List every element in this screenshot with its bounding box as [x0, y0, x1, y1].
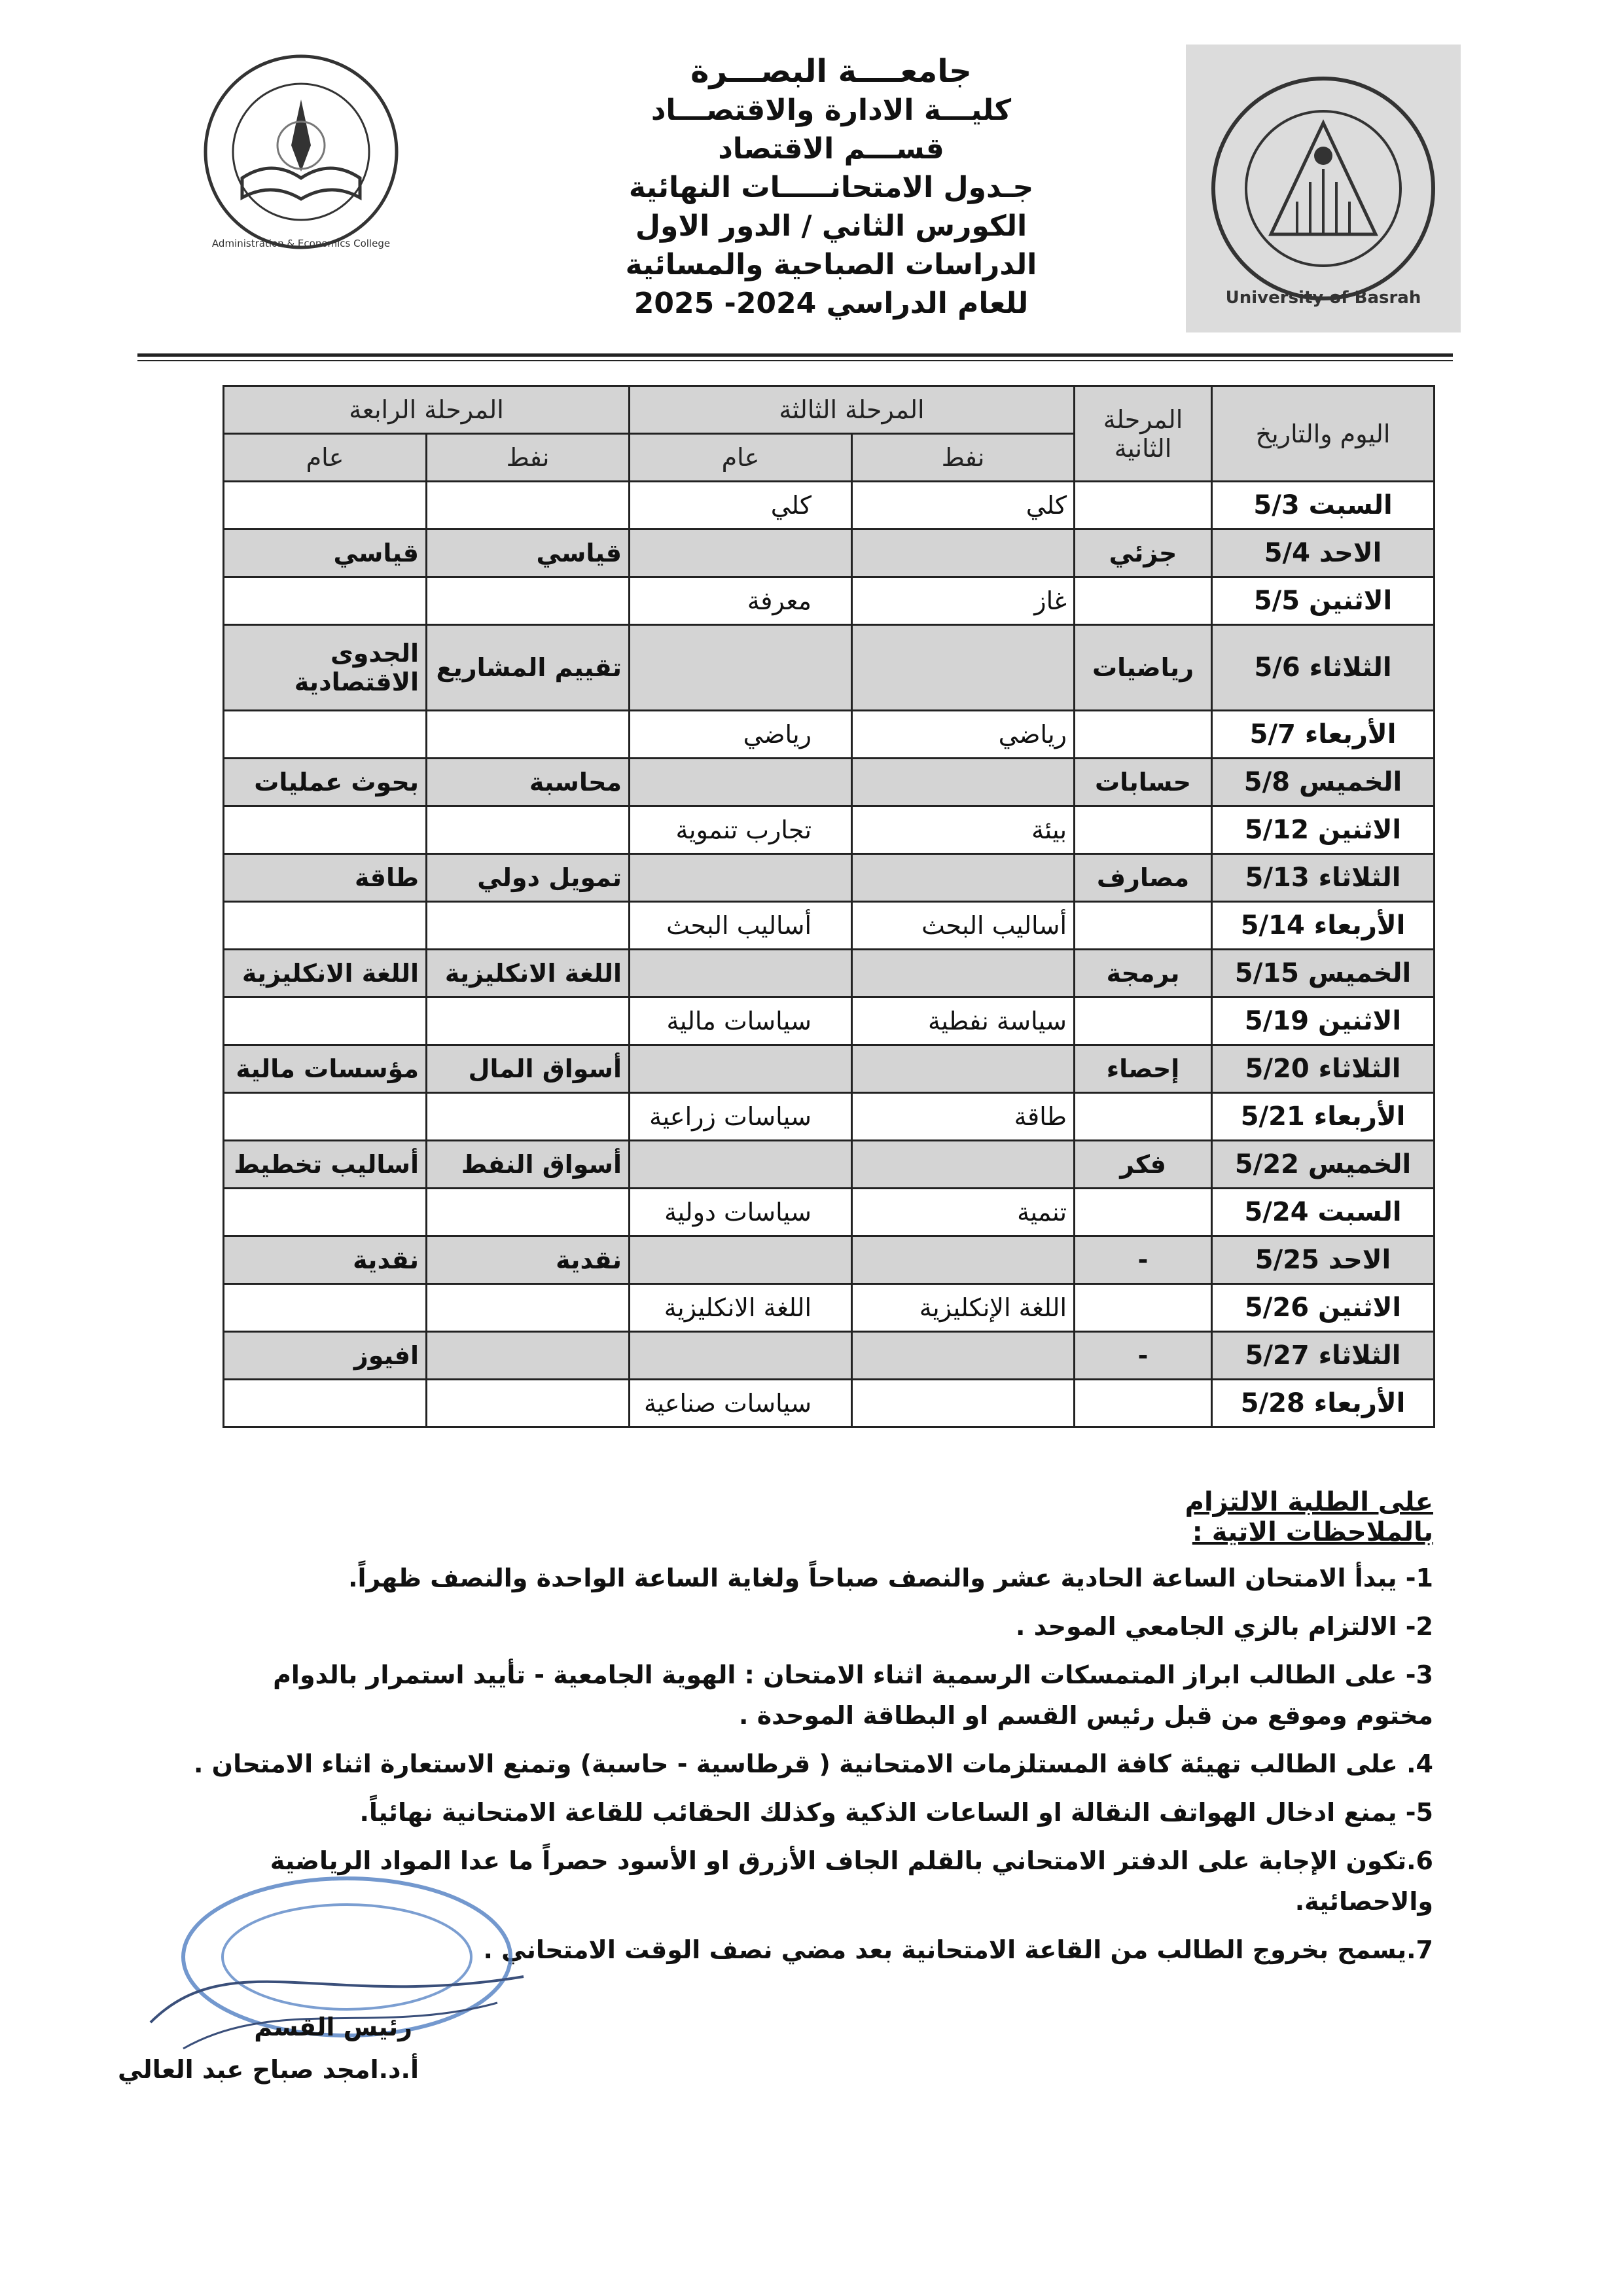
stage2-cell: [1075, 711, 1212, 759]
note-item: 5- يمنع ادخال الهواتف النقالة او الساعات الذكية وكذلك الحقائب للقاعة الامتحانية نهائياً.: [359, 1798, 1433, 1827]
stage4-oil-cell: نقدية: [427, 1236, 630, 1284]
stage3-oil-cell: [852, 1141, 1075, 1189]
stage4-general-cell: الجدوى الاقتصادية: [224, 625, 427, 711]
day-cell: السبت 5/24: [1212, 1189, 1435, 1236]
signature-title: رئيس القسم: [254, 2013, 412, 2041]
table-row: [224, 1189, 1435, 1236]
table-row: [224, 854, 1435, 902]
stage3-oil-cell: تنمية: [852, 1189, 1075, 1236]
stage2-cell: رياضيات: [1075, 625, 1212, 711]
exam-schedule-table: [223, 385, 1435, 1428]
header-day: اليوم والتاريخ: [1212, 386, 1435, 482]
university-seal-text: University of Basrah: [1225, 288, 1421, 308]
signature-name: أ.د.امجد صباح عبد العالي: [117, 2055, 419, 2084]
table-row: [224, 1093, 1435, 1141]
stage3-general-cell: سياسات زراعية: [630, 1093, 852, 1141]
stage4-general-cell: [224, 997, 427, 1045]
day-cell: الخميس 5/15: [1212, 950, 1435, 997]
stage3-oil-cell: كلي: [852, 482, 1075, 529]
stage4-oil-cell: [427, 997, 630, 1045]
stage3-general-cell: تجارب تنموية: [630, 806, 852, 854]
stage4-oil-cell: تمويل دولي: [427, 854, 630, 902]
day-cell: الاثنين 5/5: [1212, 577, 1435, 625]
stage2-cell: [1075, 806, 1212, 854]
note-item: 3- على الطالب ابراز المتمسكات الرسمية اثناء الامتحان : الهوية الجامعية - تأييد استمرار بالدوام مختوم وموقع من قبل رئيس القسم او البطاقة الموحدة .: [273, 1660, 1433, 1730]
day-cell: الأربعاء 5/14: [1212, 902, 1435, 950]
stage3-general-cell: [630, 1236, 852, 1284]
header-divider: [137, 353, 1453, 357]
stage3-general-cell: [630, 529, 852, 577]
stage4-oil-cell: أسواق النفط: [427, 1141, 630, 1189]
stage3-oil-cell: [852, 625, 1075, 711]
table-row: [224, 482, 1435, 529]
stage4-oil-cell: قياسي: [427, 529, 630, 577]
stage3-oil-cell: سياسة نفطية: [852, 997, 1075, 1045]
stage4-general-cell: قياسي: [224, 529, 427, 577]
stage4-oil-cell: [427, 902, 630, 950]
stage3-oil-cell: اللغة الإنكليزية: [852, 1284, 1075, 1332]
header-stage3: المرحلة الثالثة: [630, 386, 1075, 434]
college-seal-text: Administration & Economics College: [211, 238, 391, 249]
stage3-oil-cell: غاز: [852, 577, 1075, 625]
stage3-general-cell: [630, 1045, 852, 1093]
university-logo: [1186, 45, 1461, 332]
stage4-oil-cell: [427, 577, 630, 625]
day-cell: الثلاثاء 5/13: [1212, 854, 1435, 902]
stage4-general-cell: أساليب تخطيط: [224, 1141, 427, 1189]
stage2-cell: [1075, 902, 1212, 950]
stage3-general-cell: معرفة: [630, 577, 852, 625]
notes-title: على الطلبة الالتزام بالملاحظات الاتية :: [1185, 1487, 1433, 1547]
stage2-cell: [1075, 577, 1212, 625]
stage4-general-cell: [224, 1284, 427, 1332]
stage3-oil-cell: [852, 529, 1075, 577]
college-seal-icon: [196, 47, 406, 263]
day-cell: الاحد 5/25: [1212, 1236, 1435, 1284]
stage4-oil-cell: [427, 806, 630, 854]
note-item: 7.يسمح بخروج الطالب من القاعة الامتحانية بعد مضي نصف الوقت الامتحاني .: [483, 1935, 1433, 1964]
stamp-icon: [131, 1865, 550, 2081]
stage2-cell: إحصاء: [1075, 1045, 1212, 1093]
day-cell: الاثنين 5/19: [1212, 997, 1435, 1045]
table-header-row: [224, 386, 1435, 434]
stage2-cell: برمجة: [1075, 950, 1212, 997]
department-stamp: [131, 1865, 550, 2081]
stage4-oil-cell: [427, 482, 630, 529]
table-row: [224, 950, 1435, 997]
stage4-general-cell: [224, 902, 427, 950]
stage4-general-cell: طاقة: [224, 854, 427, 902]
table-row: [224, 1284, 1435, 1332]
header-stage3-general: عام: [630, 434, 852, 482]
stage2-cell: [1075, 1093, 1212, 1141]
document-header: [563, 52, 1099, 323]
stage3-oil-cell: رياضي: [852, 711, 1075, 759]
table-row: [224, 577, 1435, 625]
stage2-cell: [1075, 997, 1212, 1045]
day-cell: الأربعاء 5/28: [1212, 1380, 1435, 1427]
stage4-oil-cell: [427, 711, 630, 759]
header-stage2: المرحلة الثانية: [1075, 386, 1212, 482]
stage3-oil-cell: [852, 1332, 1075, 1380]
stage3-oil-cell: [852, 1380, 1075, 1427]
day-cell: الاحد 5/4: [1212, 529, 1435, 577]
stage4-general-cell: بحوث عمليات: [224, 759, 427, 806]
stage4-general-cell: [224, 806, 427, 854]
stage3-oil-cell: [852, 759, 1075, 806]
document-title: جـدول الامتحانـــــات النهائية: [628, 171, 1034, 204]
stage3-oil-cell: طاقة: [852, 1093, 1075, 1141]
note-item: 2- الالتزام بالزي الجامعي الموحد .: [1016, 1612, 1433, 1641]
day-cell: الاثنين 5/26: [1212, 1284, 1435, 1332]
stage3-general-cell: [630, 625, 852, 711]
stage2-cell: جزئي: [1075, 529, 1212, 577]
stage4-general-cell: [224, 1380, 427, 1427]
note-item: 4. على الطالب تهيئة كافة المستلزمات الامتحانية ( قرطاسية - حاسبة) وتمنع الاستعارة اثناء الامتحان .: [193, 1749, 1433, 1778]
stage3-general-cell: سياسات دولية: [630, 1189, 852, 1236]
stage4-general-cell: [224, 711, 427, 759]
stage2-cell: -: [1075, 1236, 1212, 1284]
stage3-general-cell: سياسات صناعية: [630, 1380, 852, 1427]
stage4-general-cell: [224, 577, 427, 625]
stage3-general-cell: سياسات مالية: [630, 997, 852, 1045]
table-row: [224, 902, 1435, 950]
department-name: قســـم الاقتصاد: [718, 132, 944, 166]
stage4-oil-cell: أسواق المال: [427, 1045, 630, 1093]
note-item: 6.تكون الإجابة على الدفتر الامتحاني بالقلم الجاف الأزرق او الأسود حصراً ما عدا المواد الرياضية والاحصائية.: [270, 1846, 1433, 1916]
university-name: جامعــــة البصـــرة: [690, 53, 972, 90]
stage3-general-cell: اللغة الانكليزية: [630, 1284, 852, 1332]
stage3-oil-cell: [852, 854, 1075, 902]
day-cell: الثلاثاء 5/20: [1212, 1045, 1435, 1093]
day-cell: الأربعاء 5/7: [1212, 711, 1435, 759]
header-stage4-oil: نفط: [427, 434, 630, 482]
header-stage4: المرحلة الرابعة: [224, 386, 630, 434]
college-name: كليـــة الادارة والاقتصـــاد: [651, 94, 1012, 127]
day-cell: الثلاثاء 5/27: [1212, 1332, 1435, 1380]
stage4-oil-cell: تقييم المشاريع: [427, 625, 630, 711]
stage4-general-cell: افيوز: [224, 1332, 427, 1380]
stage3-general-cell: [630, 759, 852, 806]
stage4-general-cell: اللغة الانكليزية: [224, 950, 427, 997]
table-row: [224, 997, 1435, 1045]
stage3-general-cell: رياضي: [630, 711, 852, 759]
table-row: [224, 1236, 1435, 1284]
stage4-general-cell: مؤسسات مالية: [224, 1045, 427, 1093]
stage2-cell: فكر: [1075, 1141, 1212, 1189]
table-row: [224, 806, 1435, 854]
academic-year: للعام الدراسي 2024- 2025: [633, 287, 1029, 320]
table-row: [224, 1380, 1435, 1427]
stage3-oil-cell: أساليب البحث: [852, 902, 1075, 950]
studies-info: الدراسات الصباحية والمسائية: [625, 248, 1037, 281]
table-row: [224, 1141, 1435, 1189]
stage2-cell: [1075, 482, 1212, 529]
stage2-cell: [1075, 1284, 1212, 1332]
note-item: 1- يبدأ الامتحان الساعة الحادية عشر والنصف صباحاً ولغاية الساعة الواحدة والنصف ظهراً.: [348, 1564, 1433, 1592]
header-stage3-oil: نفط: [852, 434, 1075, 482]
stage3-oil-cell: [852, 950, 1075, 997]
stage3-oil-cell: بيئة: [852, 806, 1075, 854]
day-cell: الثلاثاء 5/6: [1212, 625, 1435, 711]
stage4-oil-cell: اللغة الانكليزية: [427, 950, 630, 997]
day-cell: الخميس 5/8: [1212, 759, 1435, 806]
table-row: [224, 1045, 1435, 1093]
stage2-cell: حسابات: [1075, 759, 1212, 806]
stage4-general-cell: [224, 482, 427, 529]
stage4-oil-cell: [427, 1332, 630, 1380]
stage4-oil-cell: [427, 1380, 630, 1427]
stage3-general-cell: [630, 854, 852, 902]
stage2-cell: مصارف: [1075, 854, 1212, 902]
table-row: [224, 759, 1435, 806]
table-row: [224, 529, 1435, 577]
college-logo: [196, 47, 406, 263]
day-cell: الأربعاء 5/21: [1212, 1093, 1435, 1141]
stage3-general-cell: [630, 1141, 852, 1189]
table-body: [224, 482, 1435, 1427]
day-cell: الاثنين 5/12: [1212, 806, 1435, 854]
stage3-general-cell: [630, 950, 852, 997]
day-cell: السبت 5/3: [1212, 482, 1435, 529]
stage2-cell: [1075, 1380, 1212, 1427]
header-divider-thin: [137, 360, 1453, 361]
stage3-general-cell: [630, 1332, 852, 1380]
stage4-general-cell: نقدية: [224, 1236, 427, 1284]
university-seal-icon: [1186, 45, 1461, 332]
table-row: [224, 1332, 1435, 1380]
day-cell: الخميس 5/22: [1212, 1141, 1435, 1189]
table-row: [224, 711, 1435, 759]
stage4-general-cell: [224, 1093, 427, 1141]
stage4-oil-cell: [427, 1284, 630, 1332]
stage3-oil-cell: [852, 1236, 1075, 1284]
header-stage4-general: عام: [224, 434, 427, 482]
stage3-oil-cell: [852, 1045, 1075, 1093]
stage2-cell: -: [1075, 1332, 1212, 1380]
stage3-general-cell: أساليب البحث: [630, 902, 852, 950]
stage4-general-cell: [224, 1189, 427, 1236]
stage3-general-cell: كلي: [630, 482, 852, 529]
stage4-oil-cell: [427, 1093, 630, 1141]
table-row: [224, 625, 1435, 711]
course-info: الكورس الثاني / الدور الاول: [635, 209, 1027, 243]
stage4-oil-cell: محاسبة: [427, 759, 630, 806]
stage4-oil-cell: [427, 1189, 630, 1236]
stage2-cell: [1075, 1189, 1212, 1236]
